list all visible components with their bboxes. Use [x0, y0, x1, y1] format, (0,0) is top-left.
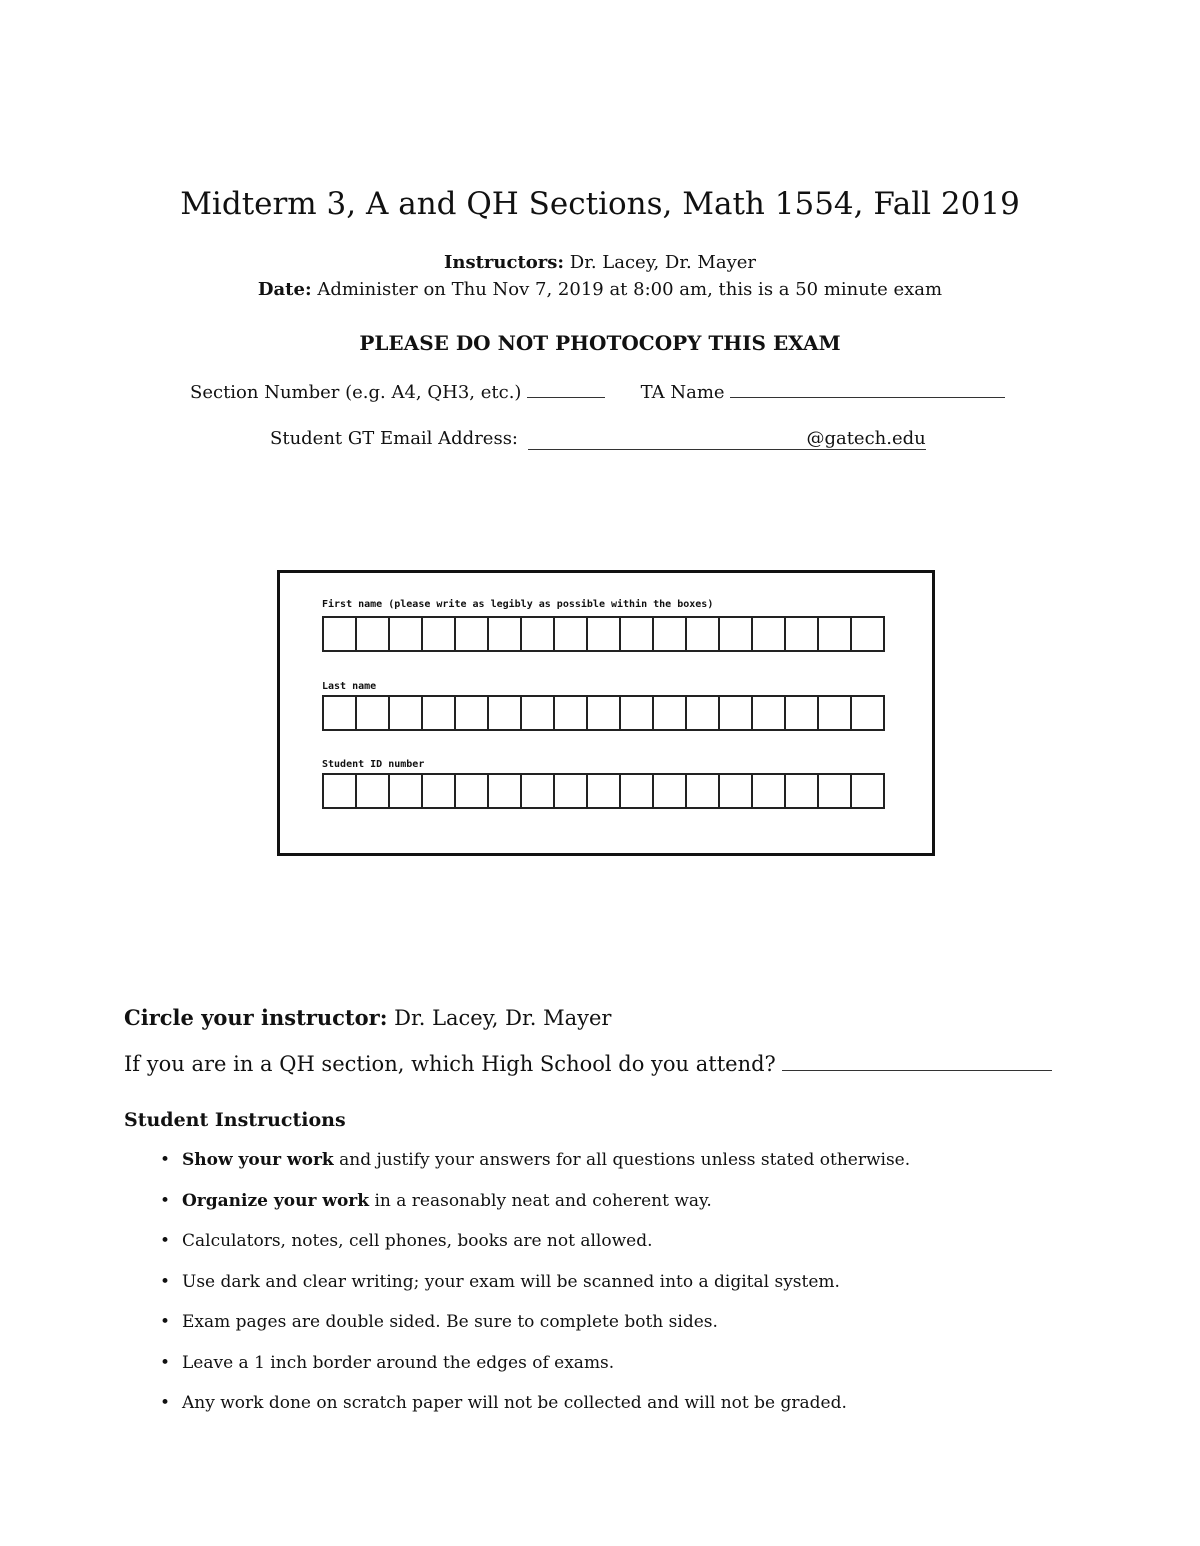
instructions-list [160, 1150, 910, 1434]
character-box[interactable] [456, 618, 489, 650]
character-box[interactable] [687, 618, 720, 650]
character-box[interactable] [786, 697, 819, 729]
character-box[interactable] [324, 775, 357, 807]
character-box[interactable] [555, 697, 588, 729]
character-box[interactable] [852, 618, 883, 650]
student-id-label: Student ID number [322, 759, 425, 770]
character-box[interactable] [621, 697, 654, 729]
character-box[interactable] [588, 775, 621, 807]
instruction-item [160, 1353, 910, 1394]
character-box[interactable] [390, 697, 423, 729]
student-instructions-heading: Student Instructions [124, 1109, 346, 1131]
instruction-item [160, 1231, 910, 1272]
character-box[interactable] [522, 775, 555, 807]
qh-line [124, 1052, 1052, 1076]
instruction-text: and justify your answers for all questions unless stated otherwise. [333, 1150, 911, 1170]
character-box[interactable] [654, 618, 687, 650]
character-box[interactable] [852, 697, 883, 729]
character-box[interactable] [819, 697, 852, 729]
section-label: Section Number (e.g. A4, QH3, etc.) [190, 382, 522, 403]
character-box[interactable] [423, 775, 456, 807]
instruction-emphasis: Organize your work [182, 1190, 370, 1211]
circle-options[interactable]: Dr. Lacey, Dr. Mayer [394, 1006, 612, 1030]
character-box[interactable] [720, 775, 753, 807]
circle-instructor-line [124, 1005, 611, 1030]
date-label: Date: [257, 279, 312, 300]
instruction-item [160, 1191, 910, 1232]
character-box[interactable] [456, 775, 489, 807]
character-box[interactable] [390, 775, 423, 807]
section-number-field[interactable] [527, 397, 605, 398]
character-box[interactable] [357, 697, 390, 729]
character-box[interactable] [588, 697, 621, 729]
instruction-item [160, 1150, 910, 1191]
character-box[interactable] [324, 618, 357, 650]
first-name-boxes[interactable] [322, 616, 885, 652]
character-box[interactable] [357, 618, 390, 650]
first-name-label: First name (please write as legibly as possible within the boxes) [322, 599, 714, 610]
character-box[interactable] [753, 618, 786, 650]
character-box[interactable] [654, 775, 687, 807]
instruction-text: Exam pages are double sided. Be sure to complete both sides. [182, 1312, 718, 1332]
instruction-text: in a reasonably neat and coherent way. [369, 1190, 712, 1211]
character-box[interactable] [852, 775, 883, 807]
date-line [0, 279, 1200, 300]
instructors-label: Instructors: [443, 252, 565, 273]
character-box[interactable] [819, 775, 852, 807]
character-box[interactable] [423, 618, 456, 650]
character-box[interactable] [819, 618, 852, 650]
no-photocopy-warning: PLEASE DO NOT PHOTOCOPY THIS EXAM [359, 331, 841, 355]
instruction-text: Calculators, notes, cell phones, books are not allowed. [182, 1231, 653, 1251]
character-box[interactable] [423, 697, 456, 729]
last-name-label: Last name [322, 681, 377, 692]
high-school-field[interactable] [782, 1070, 1052, 1071]
instruction-text: Use dark and clear writing; your exam will be scanned into a digital system. [182, 1271, 840, 1292]
character-box[interactable] [687, 697, 720, 729]
character-box[interactable] [654, 697, 687, 729]
qh-question: If you are in a QH section, which High School do you attend? [124, 1052, 776, 1076]
instruction-item [160, 1312, 910, 1353]
character-box[interactable] [687, 775, 720, 807]
email-field[interactable] [528, 428, 926, 450]
character-box[interactable] [456, 697, 489, 729]
character-box[interactable] [720, 618, 753, 650]
section-ta-line [190, 382, 1005, 403]
character-box[interactable] [621, 618, 654, 650]
character-box[interactable] [522, 618, 555, 650]
ta-label: TA Name [640, 382, 725, 403]
name-id-box [277, 570, 935, 856]
instruction-emphasis: Show your work [182, 1150, 334, 1170]
last-name-boxes[interactable] [322, 695, 885, 731]
instruction-item [160, 1272, 910, 1313]
instructors-line [0, 252, 1200, 273]
character-box[interactable] [555, 618, 588, 650]
character-box[interactable] [324, 697, 357, 729]
date-value: Administer on Thu Nov 7, 2019 at 8:00 am, this is a 50 minute exam [317, 279, 943, 300]
email-label: Student GT Email Address: [270, 428, 519, 449]
character-box[interactable] [753, 697, 786, 729]
instruction-text: Any work done on scratch paper will not be collected and will not be graded. [182, 1393, 847, 1413]
character-box[interactable] [753, 775, 786, 807]
email-suffix: @gatech.edu [806, 428, 926, 449]
character-box[interactable] [621, 775, 654, 807]
exam-title: Midterm 3, A and QH Sections, Math 1554, Fall 2019 [180, 186, 1020, 222]
ta-name-field[interactable] [730, 397, 1005, 398]
character-box[interactable] [555, 775, 588, 807]
character-box[interactable] [390, 618, 423, 650]
character-box[interactable] [786, 775, 819, 807]
email-line [270, 428, 926, 450]
character-box[interactable] [786, 618, 819, 650]
instruction-item [160, 1393, 910, 1434]
character-box[interactable] [720, 697, 753, 729]
character-box[interactable] [489, 697, 522, 729]
character-box[interactable] [489, 618, 522, 650]
student-id-boxes[interactable] [322, 773, 885, 809]
character-box[interactable] [588, 618, 621, 650]
instruction-text: Leave a 1 inch border around the edges of exams. [182, 1352, 615, 1373]
circle-label: Circle your instructor: [124, 1005, 388, 1030]
character-box[interactable] [522, 697, 555, 729]
character-box[interactable] [489, 775, 522, 807]
character-box[interactable] [357, 775, 390, 807]
instructors-value: Dr. Lacey, Dr. Mayer [569, 252, 757, 273]
